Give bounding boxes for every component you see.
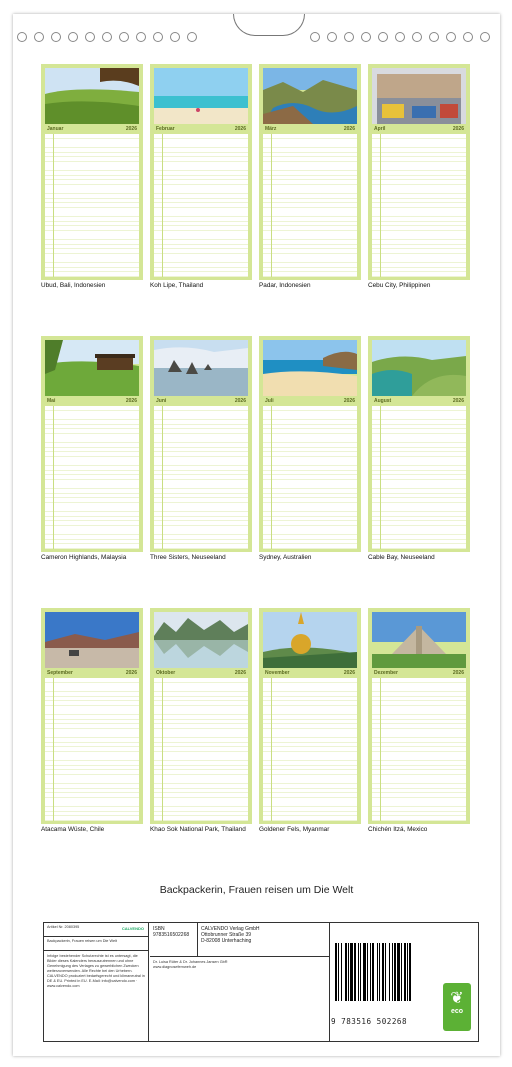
binding-hole — [85, 32, 95, 42]
day-grid — [45, 406, 139, 549]
binding-hole — [68, 32, 78, 42]
binding-hole — [463, 32, 473, 42]
month-caption: Three Sisters, Neuseeland — [150, 554, 226, 561]
product-title: Backpackerin, Frauen reisen um Die Welt — [47, 939, 117, 943]
month-name: Juni — [156, 398, 167, 404]
month-year: 2026 — [452, 670, 464, 676]
month-year: 2026 — [125, 670, 137, 676]
month-photo — [372, 340, 466, 396]
month-panel-märz — [259, 64, 361, 280]
month-caption: Cameron Highlands, Malaysia — [41, 554, 127, 561]
month-header — [263, 397, 357, 405]
month-photo — [263, 612, 357, 668]
publisher-city: D-82008 Unterhaching — [201, 938, 252, 944]
month-year: 2026 — [343, 398, 355, 404]
month-photo — [45, 340, 139, 396]
binding-hole — [327, 32, 337, 42]
month-year: 2026 — [452, 126, 464, 132]
month-caption: Khao Sok National Park, Thailand — [150, 826, 246, 833]
info-column-middle — [150, 923, 330, 1041]
binding-hole — [17, 32, 27, 42]
article-row — [44, 923, 148, 937]
binding-hole — [102, 32, 112, 42]
publisher-block — [198, 923, 263, 956]
month-year: 2026 — [125, 398, 137, 404]
month-header — [45, 125, 139, 133]
month-header — [154, 125, 248, 133]
barcode-number: 9 783516 502268 — [331, 1017, 408, 1026]
binding-hole — [429, 32, 439, 42]
month-photo — [263, 340, 357, 396]
binding-hole — [344, 32, 354, 42]
month-header — [263, 125, 357, 133]
binding-hole — [378, 32, 388, 42]
month-caption: Chichén Itzá, Mexico — [368, 826, 428, 833]
month-name: August — [374, 398, 392, 404]
month-photo — [45, 68, 139, 124]
binding-hole — [136, 32, 146, 42]
binding-hole — [34, 32, 44, 42]
day-grid — [45, 134, 139, 277]
month-year: 2026 — [234, 126, 246, 132]
month-caption: Koh Lipe, Thailand — [150, 282, 204, 289]
day-grid — [45, 678, 139, 821]
publisher-name: CALVENDO Verlag GmbH — [201, 926, 260, 932]
binding-holes — [13, 32, 500, 44]
month-header — [372, 125, 466, 133]
binding-hole — [395, 32, 405, 42]
month-caption: Cable Bay, Neuseeland — [368, 554, 435, 561]
author-website: www.diagnosefernweh.de — [153, 965, 197, 969]
binding-hole — [412, 32, 422, 42]
month-name: September — [47, 670, 73, 676]
month-header — [154, 669, 248, 677]
leaf-icon: ❦ — [450, 990, 464, 1007]
month-panel-juni — [150, 336, 252, 552]
day-grid — [154, 678, 248, 821]
binding-hole — [446, 32, 456, 42]
article-number: Artikel Nr. 2080395 — [47, 925, 80, 929]
calvendo-mini-logo: CALVENDO — [121, 926, 144, 931]
author-block — [150, 957, 329, 973]
month-name: Dezember — [374, 670, 398, 676]
month-caption: Goldener Fels, Myanmar — [259, 826, 330, 833]
product-title-row — [44, 937, 148, 951]
month-caption: Ubud, Bali, Indonesien — [41, 282, 106, 289]
day-grid — [154, 406, 248, 549]
month-photo — [154, 68, 248, 124]
month-panel-november — [259, 608, 361, 824]
month-name: April — [374, 126, 386, 132]
month-header — [154, 397, 248, 405]
month-photo — [45, 612, 139, 668]
isbn: ISBN 9783516502268 — [150, 923, 198, 956]
month-panel-mai — [41, 336, 143, 552]
month-year: 2026 — [234, 398, 246, 404]
month-panel-februar — [150, 64, 252, 280]
month-header — [263, 669, 357, 677]
day-grid — [372, 134, 466, 277]
eco-label: eco — [450, 1008, 464, 1015]
day-grid — [372, 678, 466, 821]
month-photo — [263, 68, 357, 124]
binding-hole — [119, 32, 129, 42]
publisher-row — [150, 923, 329, 957]
month-photo — [154, 340, 248, 396]
binding-hole — [480, 32, 490, 42]
month-header — [45, 397, 139, 405]
eco-badge — [443, 983, 471, 1031]
month-header — [372, 397, 466, 405]
month-year: 2026 — [343, 126, 355, 132]
info-column-left — [44, 923, 149, 1041]
month-name: Oktober — [156, 670, 176, 676]
month-year: 2026 — [234, 670, 246, 676]
month-panel-september — [41, 608, 143, 824]
month-caption: Atacama Wüste, Chile — [41, 826, 105, 833]
binding-hole — [187, 32, 197, 42]
authors: Dr. Luisa Rüter & Dr. Johannes Jansen GbR — [153, 960, 228, 964]
legal-text: Infolge bestehender Schutzrechte ist es untersagt, die Bilder dieses Kalenders herauszutrennen und ohne Genehmigung des Verlages zu gewerblichen Zwecken weiterzuverwenden. Alle Rechte bei den Urhebern. CALVENDO produziert bedarfsgerecht und klimaneutral in DE & EU. Printed in EU. E-Mail: info@calvendo.com · www.calvendo.com — [47, 954, 145, 988]
publisher-street: Ottobrunner Straße 39 — [201, 932, 252, 938]
month-panel-august — [368, 336, 470, 552]
day-grid — [372, 406, 466, 549]
day-grid — [154, 134, 248, 277]
month-name: Januar — [47, 126, 64, 132]
day-grid — [263, 678, 357, 821]
month-name: März — [265, 126, 277, 132]
month-caption: Cebu City, Philippinen — [368, 282, 431, 289]
month-photo — [154, 612, 248, 668]
month-panel-oktober — [150, 608, 252, 824]
month-name: Mai — [47, 398, 56, 404]
barcode — [331, 943, 431, 1001]
month-name: Juli — [265, 398, 274, 404]
binding-hole — [310, 32, 320, 42]
day-grid — [263, 134, 357, 277]
calendar-sheet — [13, 14, 500, 1056]
month-header — [372, 669, 466, 677]
month-caption: Sydney, Australien — [259, 554, 312, 561]
month-year: 2026 — [343, 670, 355, 676]
month-panel-dezember — [368, 608, 470, 824]
month-panel-juli — [259, 336, 361, 552]
binding-hole — [153, 32, 163, 42]
month-name: November — [265, 670, 290, 676]
info-column-right — [331, 923, 479, 1041]
binding-hole — [361, 32, 371, 42]
month-year: 2026 — [125, 126, 137, 132]
calendar-title: Backpackerin, Frauen reisen um Die Welt — [159, 884, 354, 896]
day-grid — [263, 406, 357, 549]
info-box — [43, 922, 479, 1042]
month-header — [45, 669, 139, 677]
binding-hole — [51, 32, 61, 42]
month-photo — [372, 68, 466, 124]
month-photo — [372, 612, 466, 668]
month-caption: Padar, Indonesien — [259, 282, 311, 289]
month-panel-april — [368, 64, 470, 280]
month-year: 2026 — [452, 398, 464, 404]
binding-hole — [170, 32, 180, 42]
month-panel-januar — [41, 64, 143, 280]
month-name: Februar — [156, 126, 175, 132]
